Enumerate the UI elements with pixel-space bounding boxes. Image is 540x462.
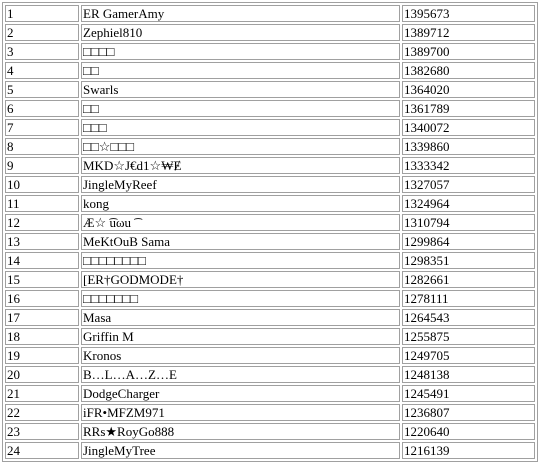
rank-cell: 18: [5, 328, 79, 345]
table-row: [5, 62, 535, 79]
table-row: [5, 214, 535, 231]
table-row: [5, 328, 535, 345]
rank-cell: 5: [5, 81, 79, 98]
score-cell: 1389700: [402, 43, 535, 60]
table-row: [5, 290, 535, 307]
rank-cell: 17: [5, 309, 79, 326]
table-row: [5, 24, 535, 41]
player-name-cell: RRs★RoyGo888: [81, 423, 400, 440]
table-row: [5, 252, 535, 269]
player-name-cell: Æ☆ ͡uωu ͡: [81, 214, 400, 231]
score-cell: 1298351: [402, 252, 535, 269]
score-cell: 1395673: [402, 5, 535, 22]
score-cell: 1333342: [402, 157, 535, 174]
score-cell: 1282661: [402, 271, 535, 288]
player-name-cell: DodgeCharger: [81, 385, 400, 402]
score-cell: 1264543: [402, 309, 535, 326]
table-row: [5, 157, 535, 174]
rank-cell: 11: [5, 195, 79, 212]
score-cell: 1364020: [402, 81, 535, 98]
player-name-cell: iFR•MFZM971: [81, 404, 400, 421]
table-row: [5, 233, 535, 250]
table-row: [5, 138, 535, 155]
table-row: [5, 43, 535, 60]
player-name-cell: Masa: [81, 309, 400, 326]
rank-cell: 24: [5, 442, 79, 459]
rank-cell: 9: [5, 157, 79, 174]
table-row: [5, 100, 535, 117]
table-row: [5, 309, 535, 326]
rank-cell: 1: [5, 5, 79, 22]
score-cell: 1255875: [402, 328, 535, 345]
player-name-cell: □□□□: [81, 43, 400, 60]
rank-cell: 7: [5, 119, 79, 136]
score-cell: 1245491: [402, 385, 535, 402]
score-cell: 1340072: [402, 119, 535, 136]
rank-cell: 6: [5, 100, 79, 117]
rank-cell: 13: [5, 233, 79, 250]
player-name-cell: Kronos: [81, 347, 400, 364]
score-cell: 1216139: [402, 442, 535, 459]
player-name-cell: Griffin M: [81, 328, 400, 345]
player-name-cell: □□□□□□□□: [81, 252, 400, 269]
score-cell: 1389712: [402, 24, 535, 41]
player-name-cell: □□□: [81, 119, 400, 136]
score-cell: 1310794: [402, 214, 535, 231]
player-name-cell: MKD☆J€d1☆₩Ɇ: [81, 157, 400, 174]
score-cell: 1324964: [402, 195, 535, 212]
score-cell: 1361789: [402, 100, 535, 117]
score-cell: 1339860: [402, 138, 535, 155]
rank-cell: 3: [5, 43, 79, 60]
player-name-cell: Zephiel810: [81, 24, 400, 41]
player-name-cell: ER GamerAmy: [81, 5, 400, 22]
rank-cell: 20: [5, 366, 79, 383]
player-name-cell: kong: [81, 195, 400, 212]
player-name-cell: B…L…A…Z…E: [81, 366, 400, 383]
rank-cell: 8: [5, 138, 79, 155]
rank-cell: 4: [5, 62, 79, 79]
table-row: [5, 366, 535, 383]
table-row: [5, 176, 535, 193]
score-cell: 1327057: [402, 176, 535, 193]
score-cell: 1382680: [402, 62, 535, 79]
leaderboard-table: [2, 2, 538, 462]
table-row: [5, 119, 535, 136]
rank-cell: 16: [5, 290, 79, 307]
player-name-cell: □□: [81, 100, 400, 117]
rank-cell: 21: [5, 385, 79, 402]
rank-cell: 19: [5, 347, 79, 364]
leaderboard-body: [5, 5, 535, 459]
score-cell: 1278111: [402, 290, 535, 307]
rank-cell: 14: [5, 252, 79, 269]
player-name-cell: □□☆□□□: [81, 138, 400, 155]
score-cell: 1249705: [402, 347, 535, 364]
player-name-cell: JingleMyTree: [81, 442, 400, 459]
rank-cell: 15: [5, 271, 79, 288]
rank-cell: 12: [5, 214, 79, 231]
table-row: [5, 442, 535, 459]
table-row: [5, 81, 535, 98]
table-row: [5, 385, 535, 402]
rank-cell: 23: [5, 423, 79, 440]
table-row: [5, 5, 535, 22]
rank-cell: 10: [5, 176, 79, 193]
table-row: [5, 423, 535, 440]
score-cell: 1236807: [402, 404, 535, 421]
player-name-cell: MeKtOuB Sama: [81, 233, 400, 250]
score-cell: 1220640: [402, 423, 535, 440]
rank-cell: 22: [5, 404, 79, 421]
table-row: [5, 347, 535, 364]
player-name-cell: □□: [81, 62, 400, 79]
table-row: [5, 404, 535, 421]
rank-cell: 2: [5, 24, 79, 41]
table-row: [5, 271, 535, 288]
player-name-cell: □□□□□□□: [81, 290, 400, 307]
player-name-cell: Swarls: [81, 81, 400, 98]
table-row: [5, 195, 535, 212]
score-cell: 1248138: [402, 366, 535, 383]
score-cell: 1299864: [402, 233, 535, 250]
player-name-cell: JingleMyReef: [81, 176, 400, 193]
player-name-cell: [ER†GODMODE†: [81, 271, 400, 288]
